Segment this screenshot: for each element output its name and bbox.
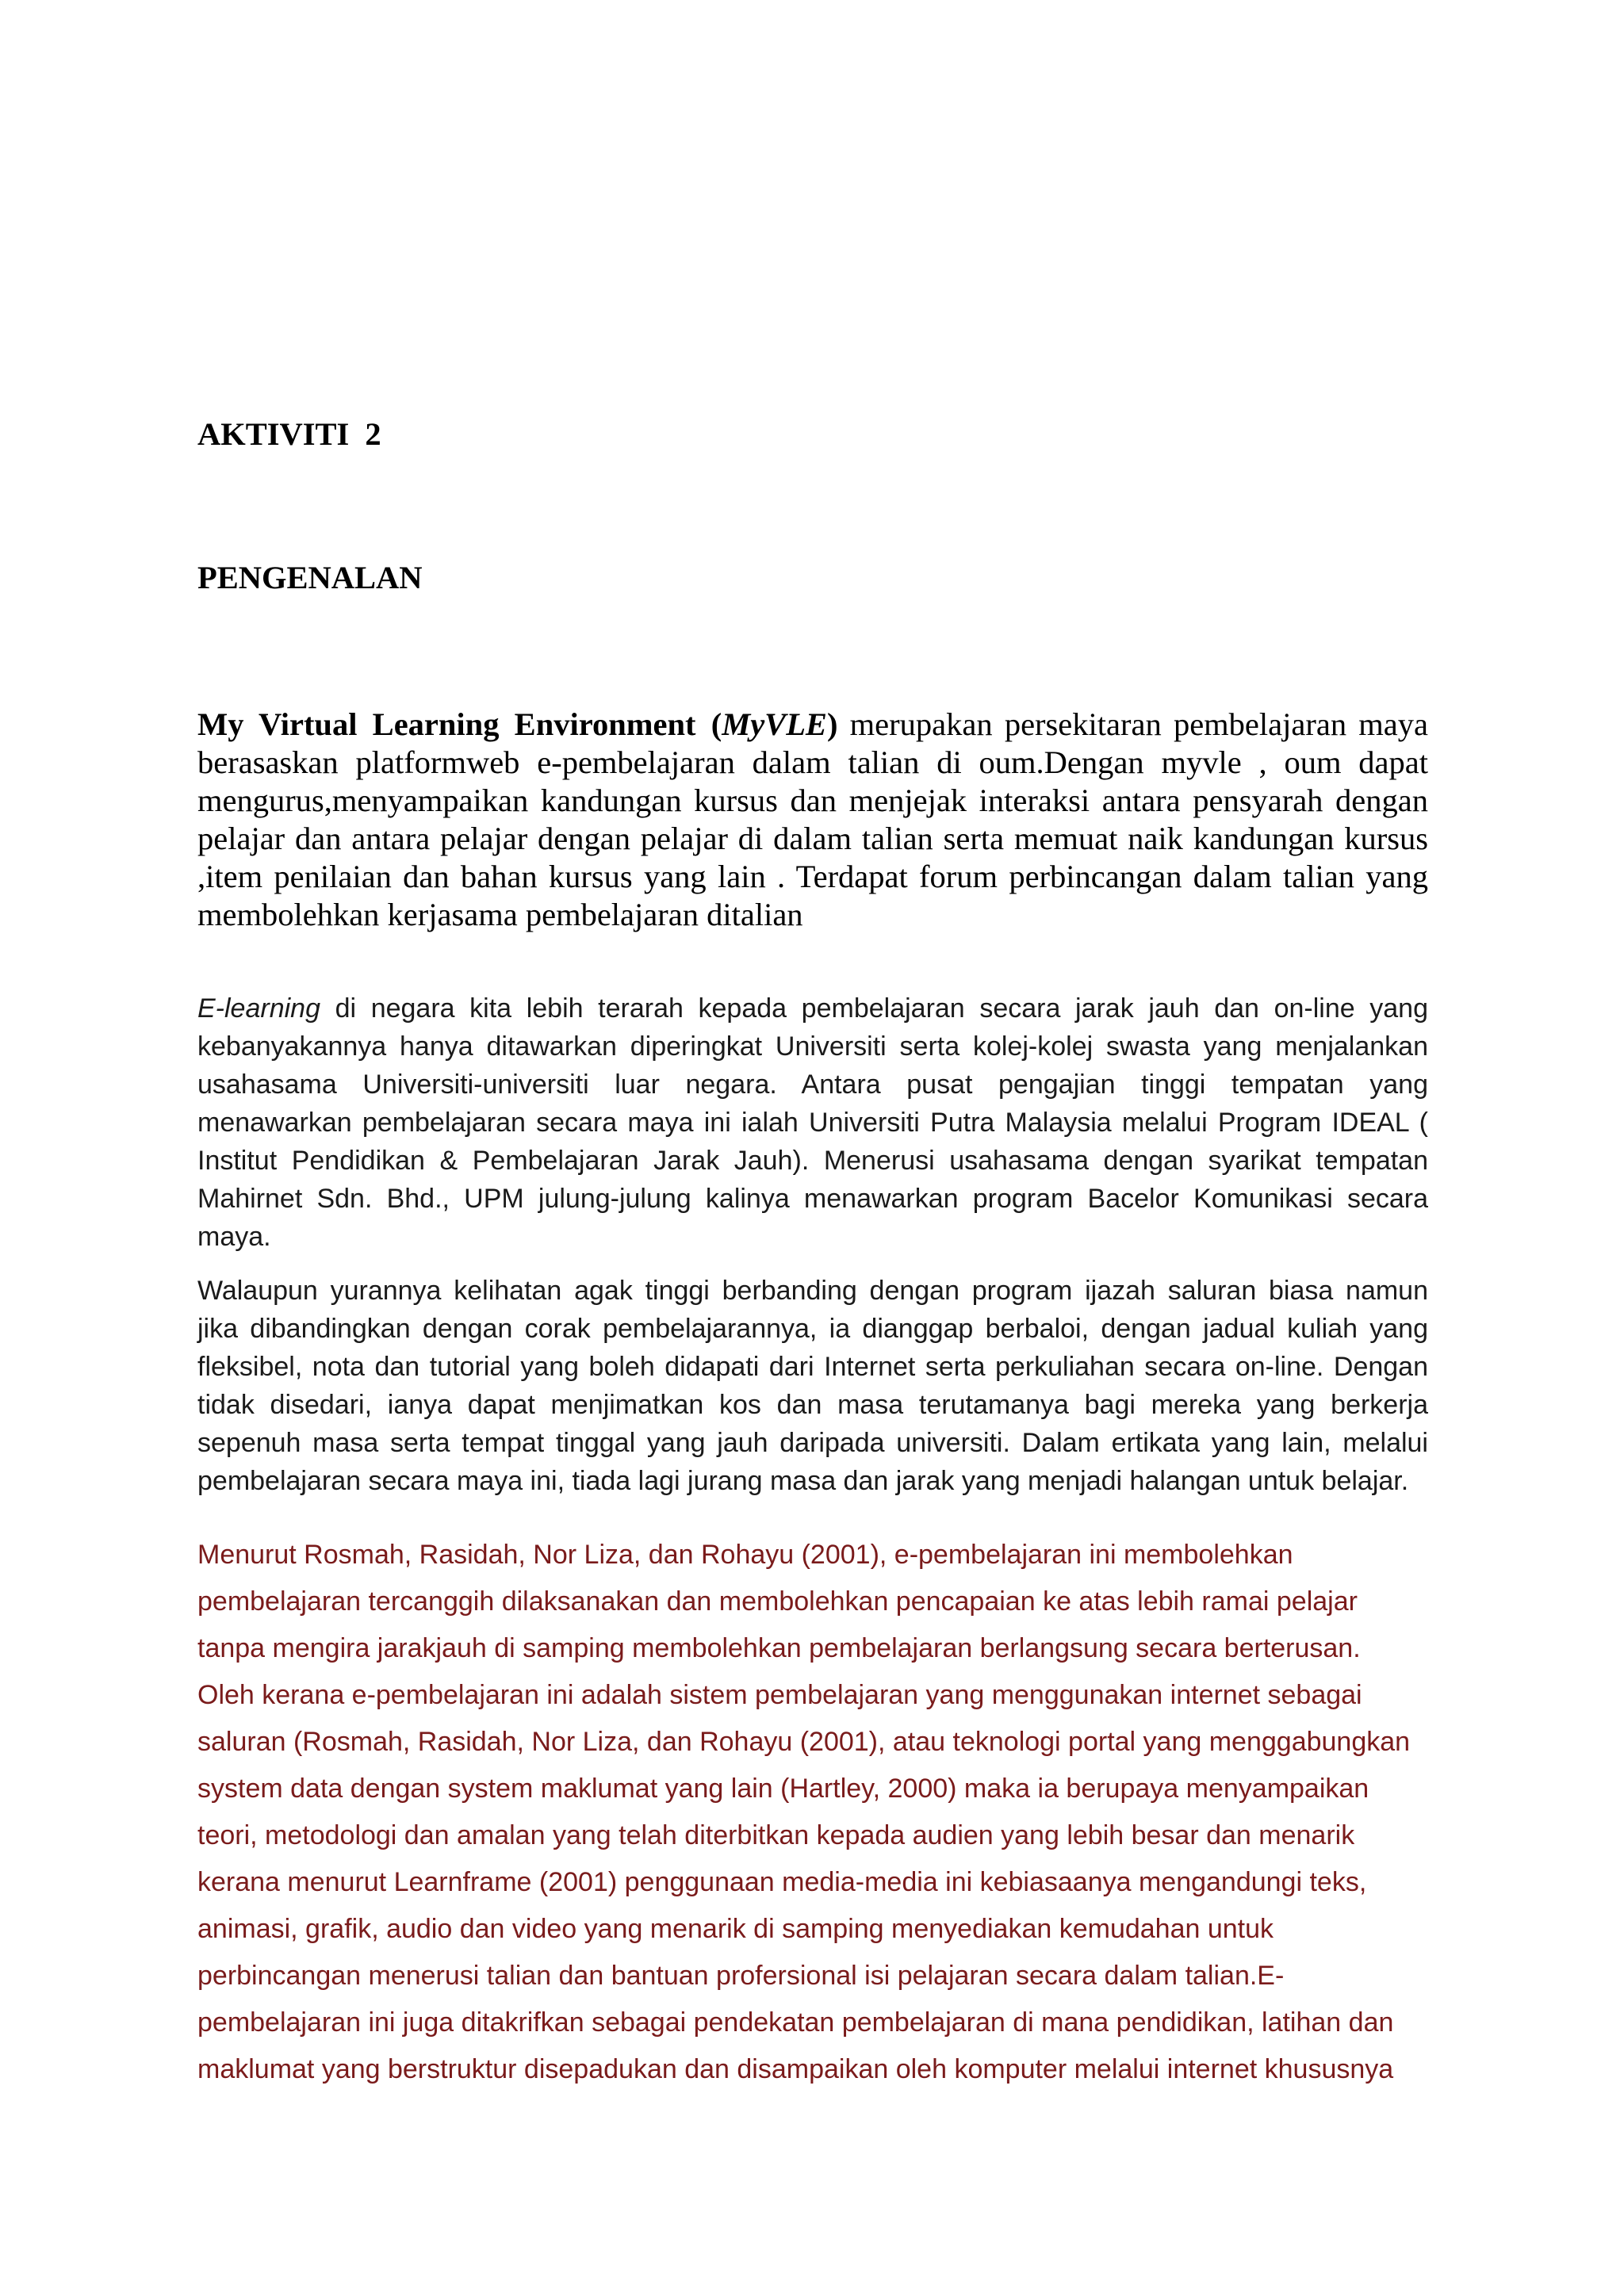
citation-line: tanpa mengira jarakjauh di samping membolehkan pembelajaran berlangsung secara berterusan.	[197, 1633, 1361, 1663]
elearning-line-text: di negara kita lebih terarah kepada pembelajaran secara jarak jauh dan on-line yang	[320, 993, 1428, 1024]
cost-line: tidak disedari, ianya dapat menjimatkan kos dan masa terutamanya bagi mereka yang berkerja	[197, 1390, 1428, 1420]
cost-line: sepenuh masa serta tempat tinggal yang jauh daripada universiti. Dalam ertikata yang lain, melalui	[197, 1428, 1428, 1458]
cost-paragraph	[197, 1272, 1428, 1500]
citation-line: system data dengan system maklumat yang lain (Hartley, 2000) maka ia berupaya menyampaikan	[197, 1774, 1369, 1804]
citation-line: teori, metodologi dan amalan yang telah diterbitkan kepada audien yang lebih besar dan menarik	[197, 1820, 1355, 1850]
elearning-line: Mahirnet Sdn. Bhd., UPM julung-julung kalinya menawarkan program Bacelor Komunikasi secara	[197, 1184, 1428, 1214]
citation-line: perbincangan menerusi talian dan bantuan profersional isi pelajaran secara dalam talian.E-	[197, 1961, 1285, 1991]
myvle-abbreviation: MyVLE	[722, 706, 827, 742]
citation-line: saluran (Rosmah, Rasidah, Nor Liza, dan Rohayu (2001), atau teknologi portal yang menggabungkan	[197, 1727, 1411, 1757]
intro-line	[197, 706, 1428, 744]
activity-heading: AKTIVITI 2	[197, 416, 381, 452]
myvle-term: My Virtual Learning Environment (	[197, 706, 722, 742]
intro-line: berasaskan platformweb e-pembelajaran dalam talian di oum.Dengan myvle , oum dapat	[197, 744, 1428, 780]
citation-line: kerana menurut Learnframe (2001) penggunaan media-media ini kebiasaanya mengandungi teks,	[197, 1867, 1367, 1897]
citation-line: pembelajaran tercanggih dilaksanakan dan membolehkan pencapaian ke atas lebih ramai pelajar	[197, 1586, 1358, 1617]
intro-line: mengurus,menyampaikan kandungan kursus dan menjejak interaksi antara pensyarah dengan	[197, 783, 1428, 818]
cost-line: pembelajaran secara maya ini, tiada lagi jurang masa dan jarak yang menjadi halangan untuk belajar.	[197, 1466, 1409, 1496]
citation-line: Oleh kerana e-pembelajaran ini adalah sistem pembelajaran yang menggunakan internet sebagai	[197, 1680, 1362, 1710]
elearning-line: Institut Pendidikan & Pembelajaran Jarak Jauh). Menerusi usahasama dengan syarikat tempatan	[197, 1146, 1428, 1176]
elearning-line: usahasama Universiti-universiti luar negara. Antara pusat pengajian tinggi tempatan yang	[197, 1070, 1428, 1100]
intro-paragraph	[197, 706, 1428, 934]
elearning-paragraph	[197, 989, 1428, 1256]
elearning-term: E-learning	[197, 993, 320, 1024]
myvle-term-close: )	[826, 706, 838, 742]
intro-line: ,item penilaian dan bahan kursus yang lain . Terdapat forum perbincangan dalam talian yang	[197, 859, 1428, 894]
intro-line-text: merupakan persekitaran pembelajaran maya	[837, 706, 1429, 742]
citation-line: animasi, grafik, audio dan video yang menarik di samping menyediakan kemudahan untuk	[197, 1914, 1274, 1944]
cost-line: fleksibel, nota dan tutorial yang boleh didapati dari Internet serta perkuliahan secara on-line. Dengan	[197, 1352, 1428, 1382]
citation-line: pembelajaran ini juga ditakrifkan sebagai pendekatan pembelajaran di mana pendidikan, latihan dan	[197, 2007, 1394, 2038]
cost-line: Walaupun yurannya kelihatan agak tinggi berbanding dengan program ijazah saluran biasa namun	[197, 1276, 1428, 1306]
elearning-line: kebanyakannya hanya ditawarkan diperingkat Universiti serta kolej-kolej swasta yang menjalankan	[197, 1031, 1428, 1062]
section-title: PENGENALAN	[197, 560, 423, 595]
elearning-line: maya.	[197, 1222, 271, 1252]
citation-paragraph	[197, 1532, 1428, 2093]
cost-line: jika dibandingkan dengan corak pembelajarannya, ia dianggap berbaloi, dengan jadual kuliah yang	[197, 1314, 1428, 1344]
citation-line: Menurut Rosmah, Rasidah, Nor Liza, dan Rohayu (2001), e-pembelajaran ini membolehkan	[197, 1540, 1293, 1570]
elearning-line	[197, 989, 1428, 1027]
intro-line: pelajar dan antara pelajar dengan pelajar di dalam talian serta memuat naik kandungan kursus	[197, 821, 1428, 856]
elearning-line: menawarkan pembelajaran secara maya ini ialah Universiti Putra Malaysia melalui Program IDEAL (	[197, 1108, 1428, 1138]
citation-line: maklumat yang berstruktur disepadukan dan disampaikan oleh komputer melalui internet khususnya	[197, 2054, 1394, 2084]
intro-line: membolehkan kerjasama pembelajaran ditalian	[197, 897, 803, 932]
